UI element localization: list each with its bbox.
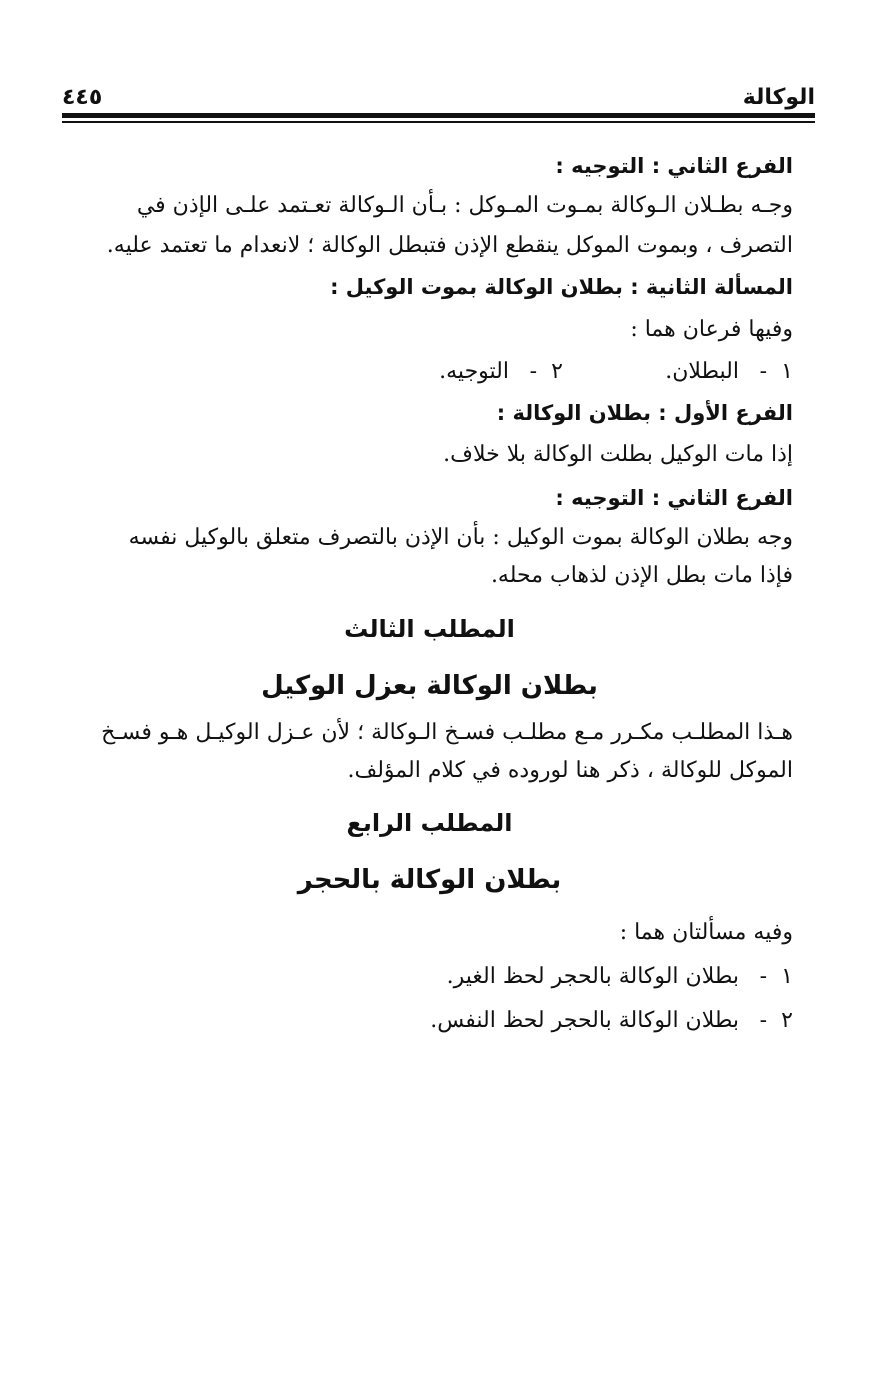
- header-rule-thin: [62, 121, 815, 123]
- branches-list: [66, 355, 793, 389]
- branch-heading: الفرع الأول : بطلان الوكالة :: [496, 401, 793, 426]
- paragraph-line: الموكل للوكالة ، ذكر هنا لوروده في كلام المؤلف.: [347, 758, 793, 784]
- branch-heading: الفرع الثاني : التوجيه :: [555, 486, 793, 511]
- paragraph-line: إذا مات الوكيل بطلت الوكالة بلا خلاف.: [443, 442, 793, 468]
- list-item-dash: -: [759, 964, 767, 990]
- section-title: المطلب الرابع: [346, 808, 513, 837]
- list-item-number: ١: [781, 359, 793, 385]
- list-item-dash: -: [529, 359, 537, 385]
- issue-intro: وفيها فرعان هما :: [630, 317, 793, 343]
- issue-heading: المسألة الثانية : بطلان الوكالة بموت الوكيل :: [330, 274, 793, 299]
- page-number: ٤٤٥: [62, 85, 103, 110]
- branch-heading: الفرع الثاني : التوجيه :: [555, 154, 793, 178]
- paragraph-line: التصرف ، وبموت الموكل ينقطع الإذن فتبطل الوكالة ؛ لانعدام ما تعتمد عليه.: [106, 232, 793, 258]
- list-item-number: ٢: [781, 1008, 793, 1034]
- page-content: [66, 150, 793, 1038]
- list-item-number: ٢: [551, 359, 563, 385]
- list-item-dash: -: [759, 359, 767, 385]
- paragraph-line: فإذا مات بطل الإذن لذهاب محله.: [490, 562, 793, 588]
- section-subtitle: بطلان الوكالة بالحجر: [297, 864, 562, 895]
- paragraph-line: وجـه بطـلان الـوكالة بمـوت المـوكل : بـأن الـوكالة تعـتمد علـى الإذن في: [136, 192, 793, 218]
- paragraph-line: هـذا المطلـب مكـرر مـع مطلـب فسـخ الـوكالة ؛ لأن عـزل الوكيـل هـو فسـخ: [101, 720, 793, 746]
- list-item-number: ١: [781, 964, 793, 990]
- paragraph-line: وجه بطلان الوكالة بموت الوكيل : بأن الإذن بالتصرف متعلق بالوكيل نفسه: [128, 524, 793, 550]
- running-header: [62, 70, 815, 110]
- section-title: المطلب الثالث: [344, 614, 515, 643]
- list-item: [66, 1004, 793, 1038]
- header-rule-thick: [62, 113, 815, 118]
- section-subtitle: بطلان الوكالة بعزل الوكيل: [261, 671, 598, 702]
- header-title: الوكالة: [742, 85, 815, 110]
- list-item-dash: -: [759, 1008, 767, 1034]
- list-item: [66, 960, 793, 994]
- list-item: [263, 355, 563, 389]
- list-item-text: التوجيه.: [439, 359, 509, 385]
- section-intro: وفيه مسألتان هما :: [619, 920, 793, 945]
- list-item-text: بطلان الوكالة بالحجر لحظ النفس.: [430, 1008, 739, 1034]
- list-item-text: بطلان الوكالة بالحجر لحظ الغير.: [446, 964, 739, 990]
- list-item-text: البطلان.: [665, 359, 739, 385]
- list-item: [563, 355, 793, 389]
